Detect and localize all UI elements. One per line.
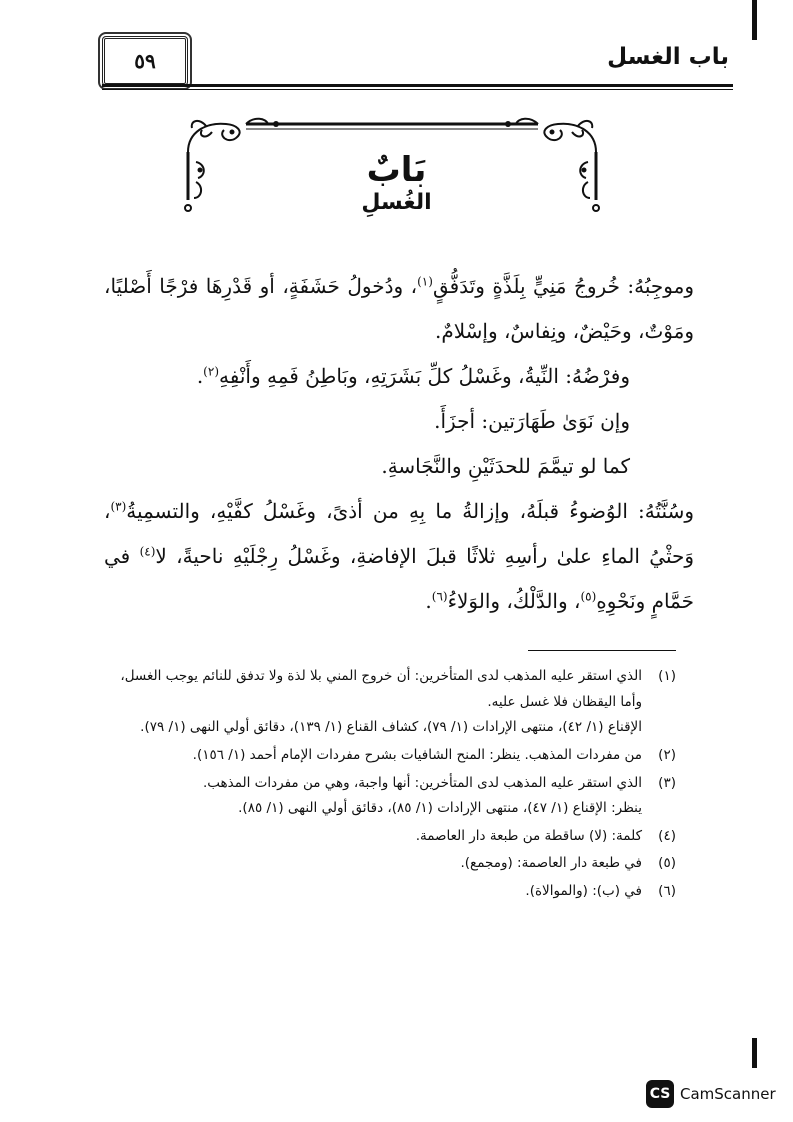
footnote-citation: ينظر: الإقناع (١/ ٤٧)، منتهى الإرادات (١/ ٨٥)، دقائق أولي النهى (١/ ٨٥). <box>238 800 642 817</box>
footnote-ref[interactable]: (٦) <box>431 589 448 604</box>
paragraph-two-intentions: وإن نَوَىٰ طَهَارَتين: أجزَأَ. <box>434 409 630 433</box>
scan-edge-mark <box>752 0 757 40</box>
footnote <box>100 664 676 741</box>
paragraph-sunnahs: وسُنَّتُهُ: الوُضوءُ قبلَهُ، وإزالةُ ما بِهِ من أذىً، وغَسْلُ كفَّيْهِ، والتسمِيةُ$^{(٣)}$، وَحثْيُ الماءِ علىٰ رأسِهِ ثلاثًا قبلَ الإفاضةِ، وغَسْلُ رِجْلَيْهِ ناحيةً، لا$^{(٤)}$ في حَمَّامٍ ونَحْوِهِ$^{(٥)}$، والدَّلْكُ، والوَلاءُ$^{(٦)}$. <box>104 499 694 613</box>
footnote-text: في (ب): (والموالاة). <box>525 883 642 900</box>
paragraph-tayammum: كما لو تيمَّمَ للحدَثَيْنِ والنَّجَاسةِ. <box>381 454 630 478</box>
footnote <box>100 771 676 822</box>
footnote <box>100 851 676 877</box>
footnote <box>100 879 676 905</box>
footnote-number: (٣) <box>658 774 676 791</box>
running-header-title: باب الغسل <box>607 44 729 70</box>
footnote-text: في طبعة دار العاصمة: (ومجمع). <box>460 855 642 872</box>
footnote-ref[interactable]: (٥) <box>580 589 597 604</box>
paragraph-obligators: وموجِبُهُ: خُروجُ مَنِيٍّ بِلَذَّةٍ وتَدَفُّقٍ$^{(١)}$، ودُخولُ حَشَفَةٍ، أو قَدْرِهَا فرْجًا أَصْليًا، ومَوْتٌ، وحَيْضٌ، ونِفاسٌ، وإسْلامٌ. <box>104 274 694 343</box>
footnote-ref[interactable]: (٣) <box>110 499 127 514</box>
footnote <box>100 824 676 850</box>
scanner-watermark <box>646 1080 776 1108</box>
page-number-frame <box>102 36 188 86</box>
footnote-ref[interactable]: (٢) <box>203 364 219 379</box>
footnote-ref[interactable]: (٤) <box>139 544 156 559</box>
footnote-number: (٢) <box>658 746 676 763</box>
page-number: ٥٩ <box>134 49 156 73</box>
footnote <box>100 743 676 769</box>
footnote-number: (٥) <box>658 855 676 872</box>
scan-edge-mark <box>752 1038 757 1068</box>
footnote-number: (١) <box>658 668 676 684</box>
footnote-number: (٤) <box>658 827 676 844</box>
footnote-text: الذي استقر عليه المذهب لدى المتأخرين: أنها واجبة، وهي من مفردات المذهب. <box>202 774 642 791</box>
paragraph-obligations: وفرْضُهُ: النِّيةُ، وغَسْلُ كلِّ بَشَرَتِهِ، وبَاطِنُ فَمِهِ وأَنْفِهِ$^{(٢)}$. <box>196 364 630 388</box>
chapter-title: الغُسلِ <box>361 190 432 215</box>
header-rule <box>102 84 733 90</box>
footnote-separator <box>528 650 676 651</box>
footnote-number: (٦) <box>658 883 676 900</box>
footnote-text: الذي استقر عليه المذهب لدى المتأخرين: أن خروج المني بلا لذة ولا تدفق للنائم يوجب الغسل، وأما اليقظان فلا غسل عليه. <box>120 668 642 710</box>
chapter-heading: بَابٌ <box>366 150 427 190</box>
footnote-text: من مفردات المذهب. ينظر: المنح الشافيات بشرح مفردات الإمام أحمد (١/ ١٥٦). <box>192 746 642 763</box>
footnote-ref[interactable]: (١) <box>417 274 433 289</box>
footnote-text: كلمة: (لا) ساقطة من طبعة دار العاصمة. <box>415 827 642 844</box>
footnote-citation: الإقناع (١/ ٤٢)، منتهى الإرادات (١/ ٧٩)، كشاف القناع (١/ ١٣٩)، دقائق أولي النهى (١/ ٧٩). <box>140 719 642 736</box>
camscanner-logo-icon: CS <box>646 1080 674 1108</box>
watermark-text: CamScanner <box>680 1085 776 1103</box>
main-text <box>104 264 694 624</box>
footnotes <box>100 664 676 907</box>
